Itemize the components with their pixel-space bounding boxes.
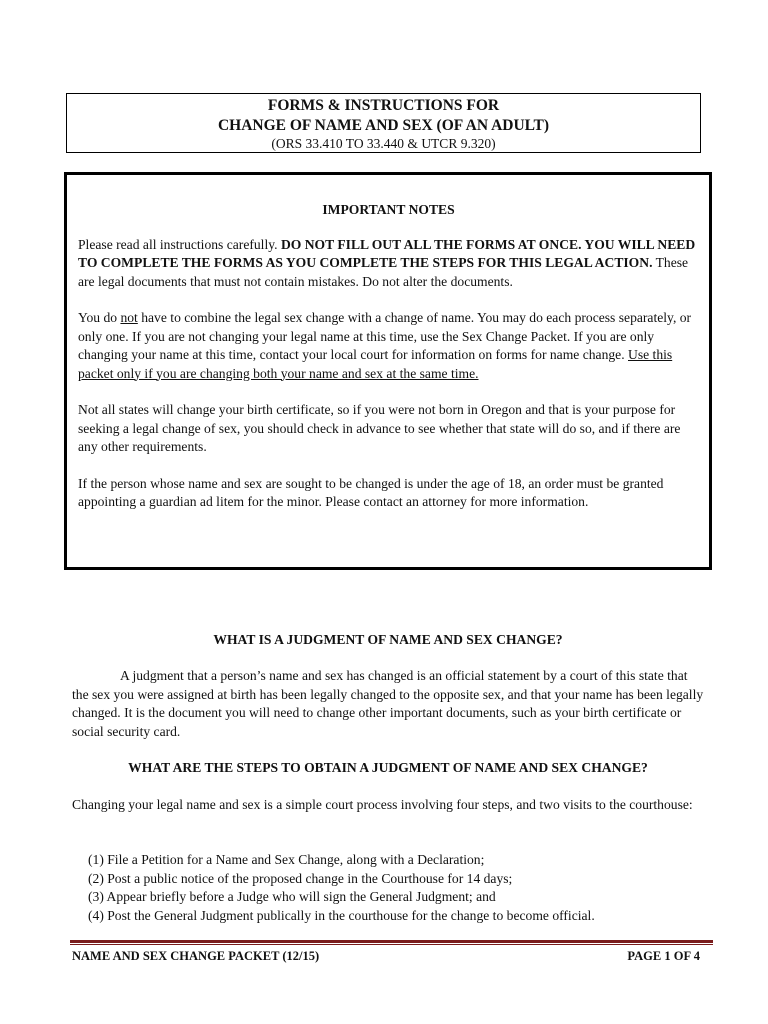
steps-list	[88, 851, 595, 925]
notes-p2-underlined-instruction: Use this packet only if you are changing both your name and sex at the same time.	[78, 347, 673, 381]
section-1-body	[72, 667, 704, 741]
footer-packet-label: NAME AND SEX CHANGE PACKET (12/15)	[72, 949, 320, 963]
section-1-heading: WHAT IS A JUDGMENT OF NAME AND SEX CHANGE?	[213, 632, 563, 647]
document-title-box	[66, 93, 701, 153]
section-1-body-text: A judgment that a person’s name and sex has changed is an official statement by a court of this state that the sex you were assigned at birth has been legally changed to the opposite sex, and that your name has been legally changed. It is the document you will need to change other important documents, such as your birth certificate or social security card.	[72, 668, 704, 739]
notes-paragraph-3: Not all states will change your birth certificate, so if you were not born in Oregon and that is your purpose for seeking a legal change of sex, you should check in advance to see whether that state will do so, and if there are any other requirements.	[78, 402, 681, 454]
notes-p1-bold-warning: DO NOT FILL OUT ALL THE FORMS AT ONCE. YOU WILL NEED TO COMPLETE THE FORMS AS YOU COMPLETE THE STEPS FOR THIS LEGAL ACTION.	[78, 236, 696, 270]
notes-paragraph-2	[78, 309, 699, 383]
notes-paragraph-4: If the person whose name and sex are sought to be changed is under the age of 18, an order must be granted appointing a guardian ad litem for the minor. Please contact an attorney for more information.	[78, 475, 664, 509]
title-line-2: CHANGE OF NAME AND SEX (OF AN ADULT)	[217, 117, 550, 134]
title-line-1: FORMS & INSTRUCTIONS FOR	[267, 97, 500, 114]
footer-page-number: PAGE 1 OF 4	[627, 949, 700, 963]
notes-p2-underlined-not: not	[120, 310, 138, 325]
notes-p2-text-mid: have to combine the legal sex change with a change of name. You may do each process separately, or only one. If you are not changing your legal name at this time, use the Sex Change Packet. If you are only changing your name at this time, contact your local court for information on forms for name change.	[78, 310, 692, 362]
list-item: (1) File a Petition for a Name and Sex Change, along with a Declaration;	[88, 852, 485, 867]
notes-heading: IMPORTANT NOTES	[322, 202, 455, 217]
footer-divider-thick	[70, 940, 713, 943]
list-item: (2) Post a public notice of the proposed change in the Courthouse for 14 days;	[88, 870, 513, 886]
notes-p1-text: Please read all instructions carefully.	[78, 236, 281, 252]
footer-divider-thin	[70, 944, 713, 945]
list-item: (4) Post the General Judgment publically in the courthouse for the change to become official.	[88, 907, 595, 923]
notes-p1-text-end: These are legal documents that must not contain mistakes. Do not alter the documents.	[78, 255, 689, 289]
section-2-heading: WHAT ARE THE STEPS TO OBTAIN A JUDGMENT OF NAME AND SEX CHANGE?	[128, 760, 648, 775]
statute-citation: (ORS 33.410 TO 33.440 & UTCR 9.320)	[271, 136, 496, 151]
notes-paragraph-1	[78, 236, 699, 292]
list-item: (3) Appear briefly before a Judge who will sign the General Judgment; and	[88, 889, 496, 904]
section-2-intro: Changing your legal name and sex is a simple court process involving four steps, and two visits to the courthouse:	[72, 797, 693, 812]
notes-p2-text: You do	[78, 310, 121, 325]
important-notes-box	[64, 172, 712, 570]
